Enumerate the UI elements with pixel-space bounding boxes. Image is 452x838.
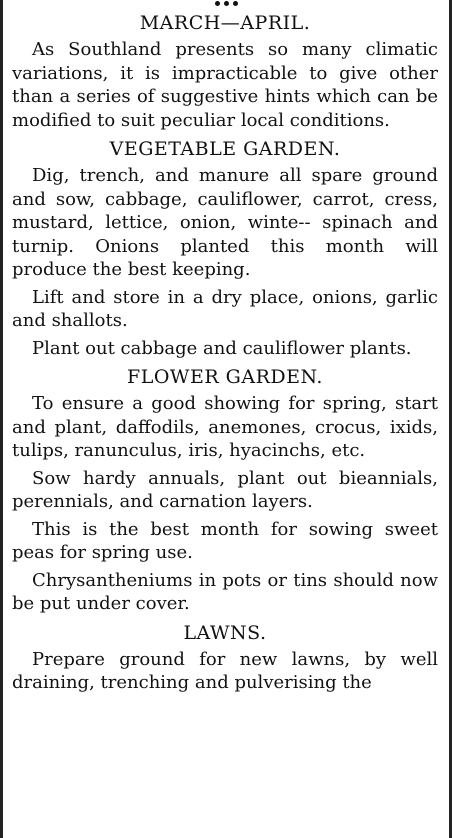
section-heading-lawns: LAWNS. [183, 621, 267, 644]
ornament-dot [224, 1, 229, 6]
flower-paragraph: Sow hardy annuals, plant out bieannials, perennials, and carnation layers. [12, 467, 438, 512]
top-ornament [0, 0, 452, 6]
article-column [12, 8, 438, 699]
flower-paragraph: To ensure a good showing for spring, start and plant, daffodils, anemones, crocus, ixids, tulips, ranunculus, iris, hyacinchs, etc. [12, 393, 438, 461]
lawns-paragraph: Prepare ground for new lawns, by well draining, trenching and pulverising the [12, 648, 438, 693]
left-column-rule [0, 0, 3, 838]
vegetable-paragraph: Dig, trench, and manure all spare ground and sow, cabbage, cauliflower, carrot, cress, mustard, lettice, onion, winte-- spinach and turnip. Onions planted this month will produce the best keeping. [12, 165, 438, 280]
flower-paragraph: Chrysantheniums in pots or tins should now be put under cover. [12, 569, 438, 614]
vegetable-paragraph: Lift and store in a dry place, onions, garlic and shallots. [12, 286, 438, 331]
intro-paragraph: As Southland presents so many climatic variations, it is impracticable to give other than a series of suggestive hints which can be modified to suit peculiar local conditions. [12, 39, 438, 131]
flower-paragraph: This is the best month for sowing sweet peas for spring use. [12, 518, 438, 563]
article-title: MARCH—APRIL. [139, 12, 311, 34]
ornament-dot [215, 1, 220, 6]
section-heading-vegetable: VEGETABLE GARDEN. [109, 138, 341, 160]
section-heading-flower: FLOWER GARDEN. [127, 366, 323, 388]
vegetable-paragraph: Plant out cabbage and cauliflower plants. [32, 337, 412, 359]
ornament-dot [233, 1, 238, 6]
